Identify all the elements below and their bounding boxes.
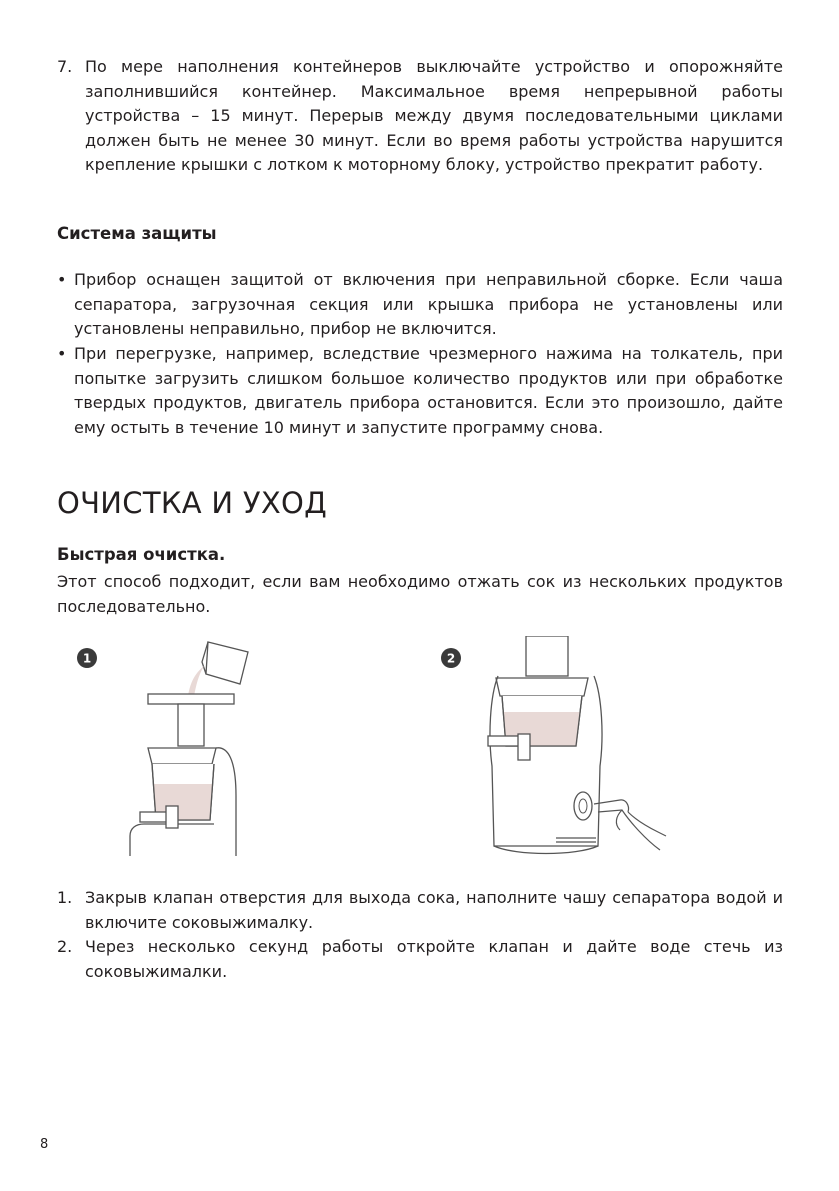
cleaning-step-1 [57,886,783,935]
quick-cleaning-intro: Этот способ подходит, если вам необходимо отжать сок из нескольких продуктов последовательно. [57,572,783,616]
cleaning-step-1-number: 1. [57,888,73,907]
cleaning-title: ОЧИСТКА И УХОД [57,486,328,520]
svg-text:1: 1 [82,651,92,666]
cleaning-step-2-text: Через несколько секунд работы откройте клапан и дайте воде стечь из соковыжималки. [85,937,783,981]
bullet-marker: • [57,270,67,289]
quick-cleaning-heading: Быстрая очистка. [57,545,226,564]
spout-icon [488,734,530,760]
protection-bullet-1 [57,268,783,342]
step-1-badge [77,648,97,668]
power-dial-icon [574,792,592,820]
pressing-hand-icon [594,800,666,850]
bullet-marker: • [57,344,67,363]
step-2-badge [441,648,461,668]
separator-bowl-icon [130,748,236,856]
figure-2-juicer-switch [436,636,676,866]
protection-heading: Система защиты [57,224,217,243]
base-vents [556,838,596,842]
cleaning-step-1-text: Закрыв клапан отверстия для выхода сока, наполните чашу сепаратора водой и включите соковыжималку. [85,888,783,932]
step-7-text: По мере наполнения контейнеров выключайте устройство и опорожняйте заполнившийся контейнер. Максимальное время непрерывной работы устройства – 15 минут. Перерыв между двумя последовательными циклами должен быть не менее 30 минут. Если во время работы устройства нарушится крепление крышки с лотком к моторному блоку, устройство прекратит работу. [85,57,783,174]
svg-text:2: 2 [446,651,456,666]
cleaning-step-2 [57,935,783,984]
protection-bullet-2 [57,342,783,440]
step-7 [57,55,783,178]
step-7-number: 7. [57,57,73,76]
juicer-hopper-icon [148,694,234,746]
protection-bullet-2-text: При перегрузке, например, вследствие чрезмерного нажима на толкатель, при попытке загрузить слишком большое количество продуктов или при обработке твердых продуктов, двигатель прибора остановится. Если это произошло, дайте ему остыть в течение 10 минут и запустите программу снова. [74,344,783,437]
cleaning-step-2-number: 2. [57,937,73,956]
water-stream [188,666,204,696]
measuring-cup-icon [202,642,248,684]
figure-1-juicer-fill [70,636,270,866]
page-number: 8 [40,1137,49,1152]
protection-bullet-1-text: Прибор оснащен защитой от включения при неправильной сборке. Если чаша сепаратора, загрузочная секция или крышка прибора не установлены или установлены неправильно, прибор не включится. [74,270,783,338]
